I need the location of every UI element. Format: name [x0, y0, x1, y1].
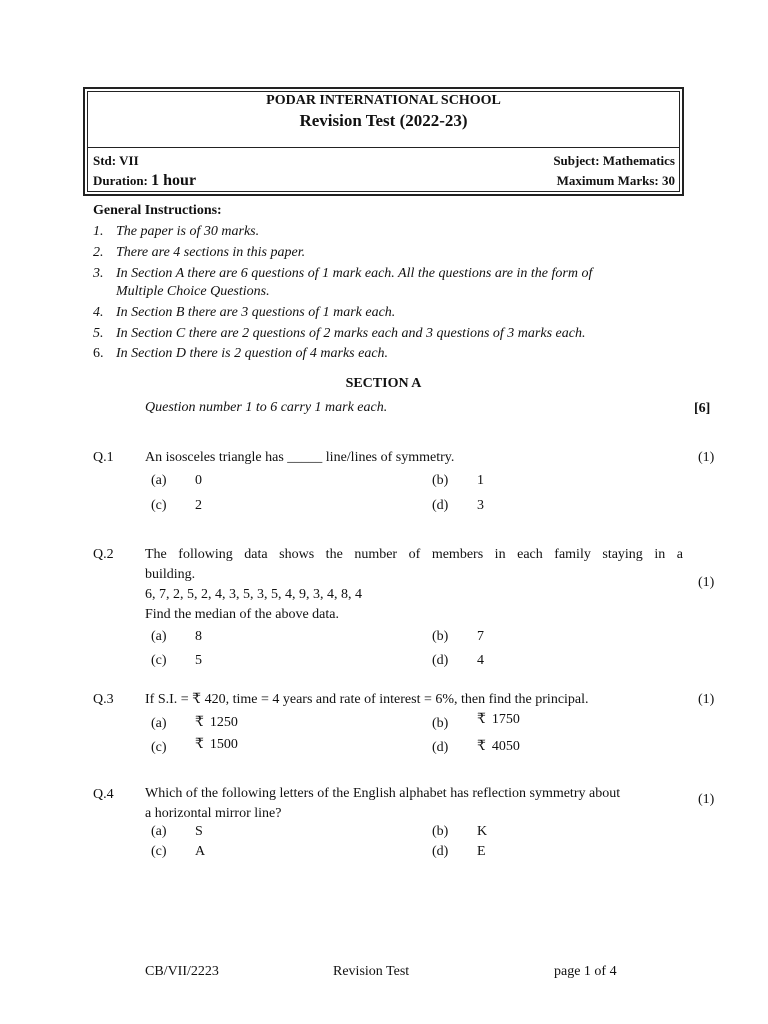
question-text-continued: building.: [145, 567, 196, 582]
option-label: (b): [432, 629, 449, 644]
option-label: (c): [151, 844, 167, 859]
question-data: 6, 7, 2, 5, 2, 4, 3, 5, 3, 5, 4, 9, 3, 4, 8, 4: [145, 587, 362, 602]
section-marks: [6]: [694, 401, 711, 416]
question-marks: (1): [698, 792, 715, 807]
option-label: (b): [432, 716, 449, 731]
option-label: (d): [432, 740, 449, 755]
footer-code: CB/VII/2223: [145, 964, 219, 979]
option-value: 8: [195, 629, 202, 644]
header-divider: [87, 147, 680, 148]
option-label: (d): [432, 844, 449, 859]
option-label: (a): [151, 824, 167, 839]
duration-label: Duration:: [93, 173, 148, 188]
option-label: (c): [151, 498, 167, 513]
option-value: A: [195, 844, 206, 859]
option-value: 1750: [491, 712, 520, 727]
max-marks-label: Maximum Marks: 30: [556, 173, 675, 188]
instruction-text: In Section C there are 2 questions of 2 marks each and 3 questions of 3 marks each.: [116, 326, 586, 341]
option-label: (b): [432, 824, 449, 839]
instructions-title: General Instructions:: [93, 203, 222, 218]
option-label: (d): [432, 653, 449, 668]
rupee-icon: ₹: [477, 712, 486, 727]
instruction-text: There are 4 sections in this paper.: [116, 245, 306, 260]
duration-value: 1 hour: [151, 172, 197, 189]
school-name: PODAR INTERNATIONAL SCHOOL: [266, 93, 501, 108]
subject-label: Subject: Mathematics: [553, 153, 675, 168]
option-value: 1250: [209, 715, 238, 730]
rupee-icon: ₹: [195, 737, 204, 752]
option-value-with-currency: [195, 736, 238, 754]
instruction-text-continued: Multiple Choice Questions.: [116, 284, 270, 299]
instruction-number: 3.: [93, 266, 104, 281]
section-note: Question number 1 to 6 carry 1 mark each.: [145, 400, 388, 415]
question-text: If S.I. = ₹ 420, time = 4 years and rate of interest = 6%, then find the principal.: [145, 692, 589, 707]
question-prompt: Find the median of the above data.: [145, 607, 339, 622]
std-label: Std: VII: [93, 153, 139, 168]
option-value-with-currency: [477, 711, 520, 729]
instruction-number: 2.: [93, 245, 104, 260]
option-value: 1: [477, 473, 484, 488]
question-text-continued: a horizontal mirror line?: [145, 806, 282, 821]
instruction-number: 6.: [93, 346, 104, 361]
footer-title: Revision Test: [333, 964, 410, 979]
instruction-number: 4.: [93, 305, 104, 320]
instruction-text: In Section A there are 6 questions of 1 mark each. All the questions are in the form of: [116, 266, 593, 281]
question-text: Which of the following letters of the English alphabet has reflection symmetry about: [145, 786, 621, 801]
option-value: 3: [477, 498, 484, 513]
question-marks: (1): [698, 692, 715, 707]
option-value: 2: [195, 498, 202, 513]
option-label: (c): [151, 740, 167, 755]
option-value: 1500: [209, 737, 238, 752]
option-label: (a): [151, 629, 167, 644]
option-label: (c): [151, 653, 167, 668]
question-number: Q.4: [93, 787, 114, 802]
test-title: Revision Test (2022-23): [299, 111, 468, 130]
question-text: The following data shows the number of members in each family staying in a: [145, 547, 683, 562]
question-text: An isosceles triangle has _____ line/lines of symmetry.: [145, 450, 455, 465]
rupee-icon: ₹: [195, 715, 204, 730]
option-value: E: [477, 844, 486, 859]
question-number: Q.1: [93, 450, 114, 465]
option-label: (a): [151, 473, 167, 488]
question-marks: (1): [698, 450, 715, 465]
option-label: (d): [432, 498, 449, 513]
instruction-text: In Section B there are 3 questions of 1 mark each.: [116, 305, 396, 320]
option-value-with-currency: [477, 738, 520, 756]
instruction-text: The paper is of 30 marks.: [116, 224, 260, 239]
question-marks: (1): [698, 575, 715, 590]
option-value: 0: [195, 473, 202, 488]
option-label: (b): [432, 473, 449, 488]
rupee-icon: ₹: [477, 739, 486, 754]
section-title: SECTION A: [345, 376, 422, 391]
option-value: 4050: [491, 739, 520, 754]
instruction-text: In Section D there is 2 question of 4 marks each.: [116, 346, 389, 361]
option-value: 5: [195, 653, 202, 668]
option-value: S: [195, 824, 203, 839]
option-value: 4: [477, 653, 484, 668]
question-number: Q.2: [93, 547, 114, 562]
duration-row: [93, 172, 196, 189]
question-number: Q.3: [93, 692, 114, 707]
option-value: 7: [477, 629, 484, 644]
instruction-number: 5.: [93, 326, 104, 341]
option-value: K: [477, 824, 488, 839]
option-value-with-currency: [195, 714, 238, 732]
option-label: (a): [151, 716, 167, 731]
instruction-number: 1.: [93, 224, 104, 239]
footer-page-number: page 1 of 4: [554, 964, 617, 979]
